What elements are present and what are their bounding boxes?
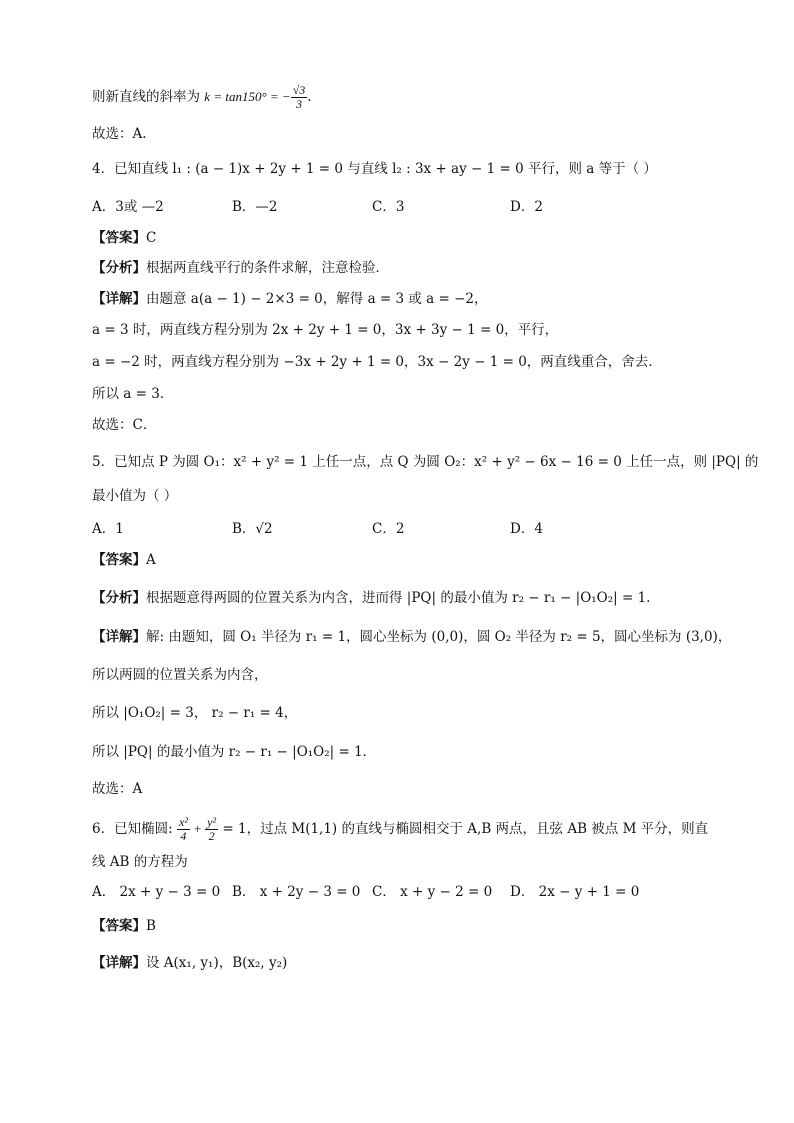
answer-value: B <box>146 918 156 934</box>
q5-option-b: B．√2 <box>232 521 273 537</box>
solution-tag: 【详解】 <box>92 955 146 971</box>
question-6-stem <box>92 816 708 843</box>
solution-text: 由题意 a(a − 1) − 2×3 = 0，解得 a = 3 或 a = −2， <box>146 291 488 307</box>
q4-solution-line-3: a = −2 时，两直线方程分别为 −3x + 2y + 1 = 0，3x − 2y − 1 = 0，两直线重合，舍去． <box>92 354 662 370</box>
slope-formula: k = tan150° = − <box>204 89 291 104</box>
analysis-text: 根据题意得两圆的位置关系为内含，进而得 |PQ| 的最小值为 r₂ − r₁ − |O₁O₂| = 1. <box>146 590 651 606</box>
q4-option-b: B．—2 <box>232 199 278 215</box>
fraction-numerator: x² <box>178 815 188 829</box>
analysis-text: 根据两直线平行的条件求解，注意检验． <box>146 260 389 276</box>
slope-period: . <box>307 89 312 105</box>
answer-choice-line: 故选：A. <box>92 126 147 142</box>
q6-rest: = 1，过点 M(1,1) 的直线与椭圆相交于 A,B 两点，且弦 AB 被点 M 平分，则直 <box>218 821 709 837</box>
x2-over-4-fraction <box>177 816 190 843</box>
q6-option-d: D． 2x − y + 1 = 0 <box>510 884 640 900</box>
q4-solution-line-2: a = 3 时，两直线方程分别为 2x + 2y + 1 = 0，3x + 3y − 1 = 0，平行， <box>92 322 559 338</box>
answer-tag: 【答案】 <box>92 230 146 246</box>
solution-text: 解: 由题知，圆 O₁ 半径为 r₁ = 1，圆心坐标为 (0,0)，圆 O₂ 半径为 r₂ = 5，圆心坐标为 (3,0)， <box>146 629 732 645</box>
answer-tag: 【答案】 <box>92 552 146 568</box>
q5-solution-line-3: 所以 |O₁O₂| = 3， r₂ − r₁ = 4， <box>92 705 298 721</box>
solution-tag: 【详解】 <box>92 291 146 307</box>
q4-answer <box>92 229 156 247</box>
answer-value: A <box>146 552 156 568</box>
fraction-denominator: 3 <box>296 97 302 111</box>
q5-option-a: A．1 <box>92 521 124 537</box>
q6-option-c: C． x + y − 2 = 0 <box>372 884 493 900</box>
q5-answer <box>92 551 156 569</box>
question-4-stem: 4．已知直线 l₁ : (a − 1)x + 2y + 1 = 0 与直线 l₂ : 3x + ay − 1 = 0 平行，则 a 等于（ ） <box>92 161 657 177</box>
q4-option-a: A．3或 —2 <box>92 199 164 215</box>
q4-option-c: C．3 <box>372 199 405 215</box>
analysis-tag: 【分析】 <box>92 590 146 606</box>
plus-sign: + <box>189 821 206 836</box>
q4-solution-line-5: 故选：C． <box>92 417 157 433</box>
q6-solution <box>92 954 287 972</box>
q5-solution <box>92 628 731 646</box>
sqrt3-over-3-fraction <box>291 84 308 111</box>
q5-option-c: C．2 <box>372 521 405 537</box>
answer-value: C <box>146 230 157 246</box>
q4-solution <box>92 290 488 308</box>
y2-over-2-fraction <box>205 816 218 843</box>
q4-solution-line-4: 所以 a = 3． <box>92 386 174 402</box>
question-5-stem-cont: 最小值为（ ） <box>92 488 178 504</box>
question-6-stem-cont: 线 AB 的方程为 <box>92 854 188 870</box>
q6-intro: 6．已知椭圆: <box>92 821 177 837</box>
question-5-stem: 5．已知点 P 为圆 O₁：x² + y² = 1 上任一点，点 Q 为圆 O₂：x² + y² − 6x − 16 = 0 上任一点，则 |PQ| 的 <box>92 454 759 470</box>
q4-option-d: D．2 <box>510 199 543 215</box>
slope-text: 则新直线的斜率为 <box>92 89 205 105</box>
fraction-denominator: 4 <box>180 829 187 843</box>
q6-option-b: B． x + 2y − 3 = 0 <box>232 884 361 900</box>
answer-tag: 【答案】 <box>92 918 146 934</box>
solution-text: 设 A(x₁, y₁)，B(x₂, y₂) <box>146 955 288 971</box>
q5-solution-line-5: 故选：A <box>92 781 143 797</box>
fraction-numerator: y² <box>207 815 217 829</box>
q6-option-a: A． 2x + y − 3 = 0 <box>92 884 221 900</box>
q5-solution-line-4: 所以 |PQ| 的最小值为 r₂ − r₁ − |O₁O₂| = 1． <box>92 744 377 760</box>
q5-analysis <box>92 589 650 607</box>
solution-tag: 【详解】 <box>92 629 146 645</box>
q4-analysis <box>92 259 389 277</box>
slope-line <box>92 84 312 111</box>
analysis-tag: 【分析】 <box>92 260 146 276</box>
q6-answer <box>92 917 156 935</box>
q5-solution-line-2: 所以两圆的位置关系为内含， <box>92 667 268 683</box>
q5-option-d: D．4 <box>510 521 543 537</box>
fraction-denominator: 2 <box>208 829 215 843</box>
fraction-numerator: √3 <box>292 83 306 97</box>
